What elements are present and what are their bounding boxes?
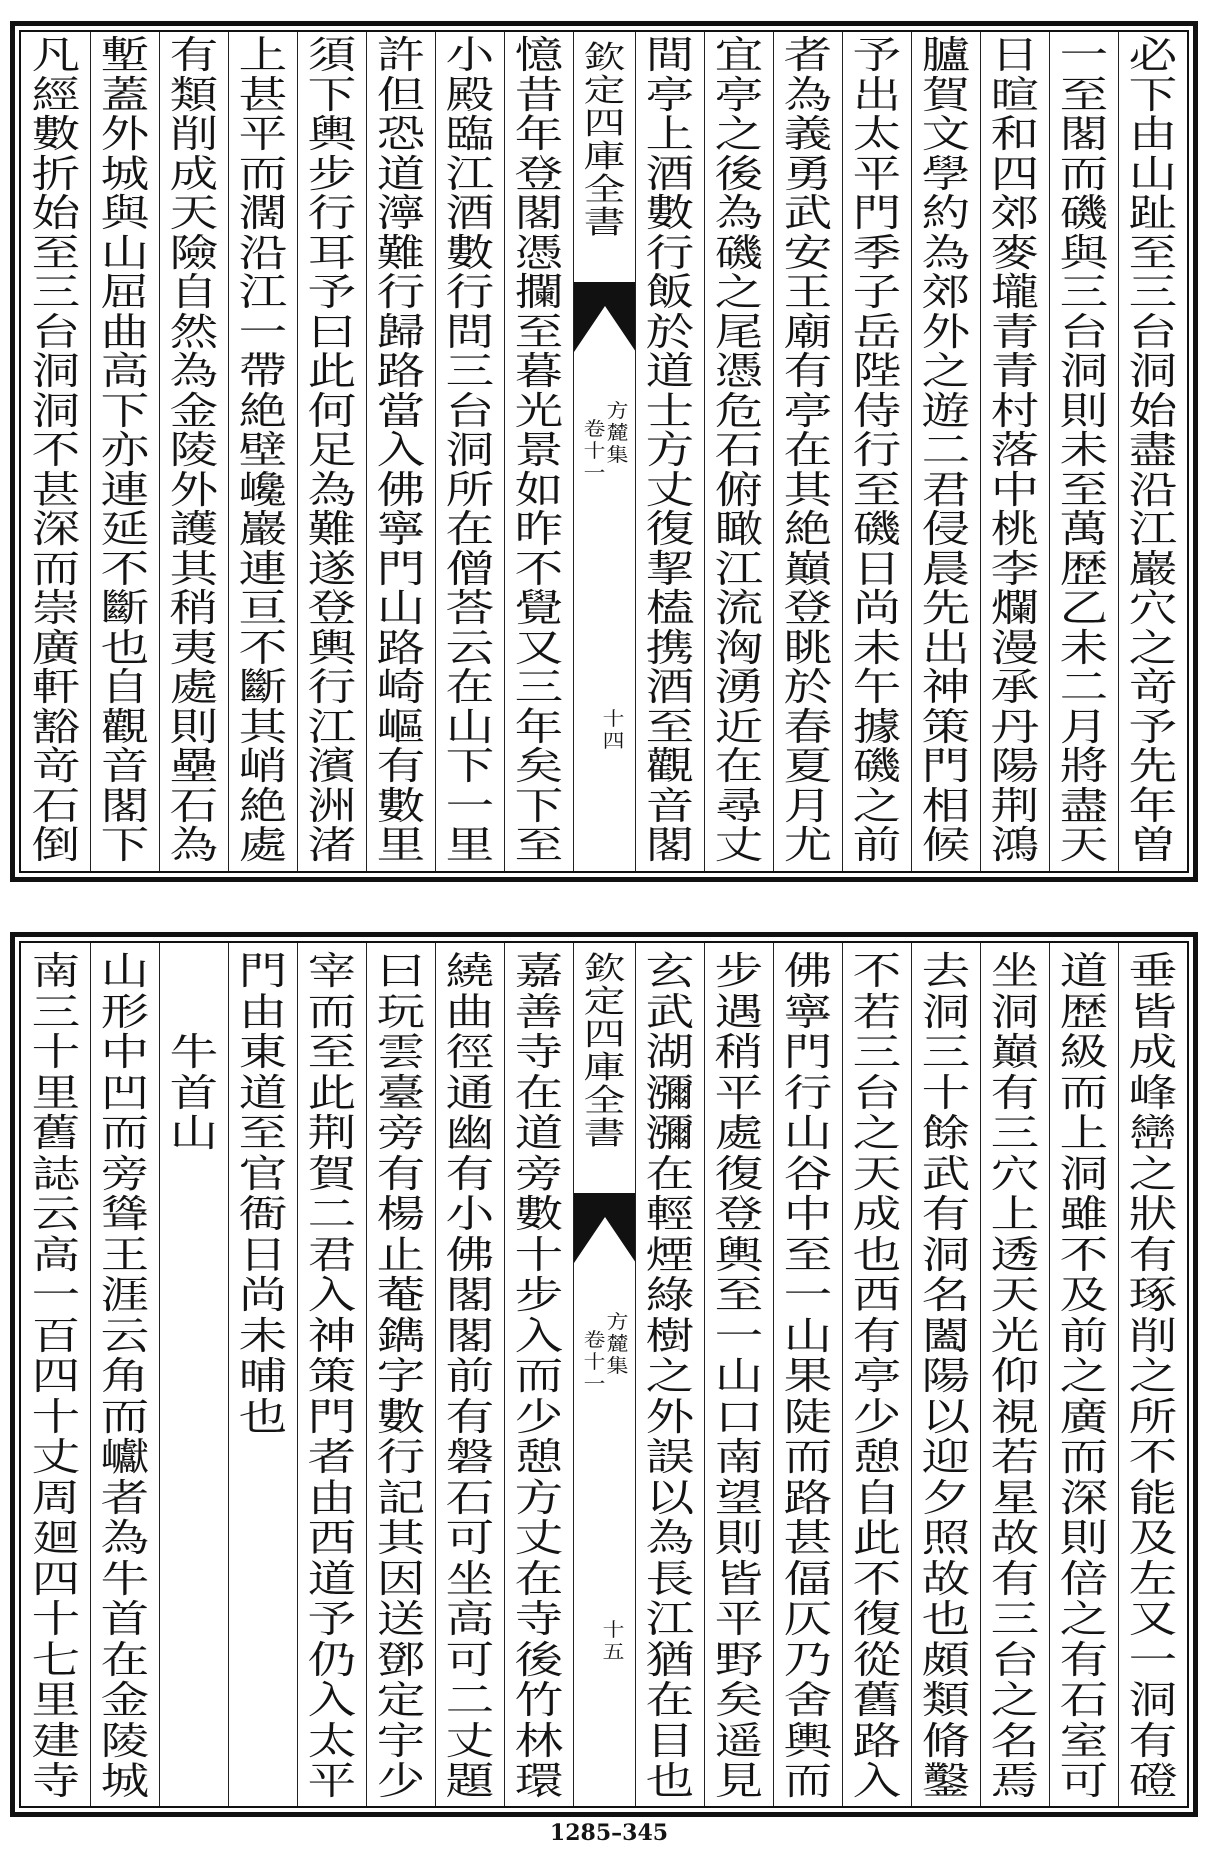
- text-column-9: [504, 943, 573, 1806]
- collection-title: 欽定四庫全書: [583, 951, 626, 1152]
- column-text: 間亭上酒數行飯於道士方丈復挈榼携酒至觀音閣: [645, 33, 695, 867]
- column-text: 須下輿步行耳予曰此何足為難遂登輿行江濱洲渚: [307, 33, 357, 867]
- text-column-15: [90, 32, 159, 871]
- book-title: 方麓集: [606, 400, 629, 466]
- column-text: 一至閣而磯與三台洞則未至萬歴乙未二月將盡天: [1059, 33, 1109, 867]
- text-column-1: [1118, 943, 1187, 1806]
- column-text: 佛寧門行山谷中至一山果陡而路甚偪仄乃舍輿而: [783, 949, 833, 1803]
- column-text: 道歴級而上洞雖不及前之廣而深則倍之有石室可: [1059, 949, 1109, 1803]
- column-text: 坐洞巔有三穴上透天光仰視若星故有三台之名焉: [990, 949, 1040, 1803]
- book-title: 方麓集: [606, 1311, 629, 1377]
- column-text: 予出太平門季子岳陛侍行至磯日尚未午據磯之前: [852, 33, 902, 867]
- column-text: 門由東道至官衙日尚未晡也: [238, 949, 288, 1439]
- fishtail-mark: [574, 1193, 635, 1263]
- text-column-13: [228, 32, 297, 871]
- text-column-15: [90, 943, 159, 1806]
- leaf-page-upper: [10, 21, 1198, 882]
- leaf-number: 十四: [602, 708, 625, 752]
- column-text: 山形中凹而旁聳王涯云角而巘者為牛首在金陵城: [100, 949, 150, 1803]
- column-text: 上甚平而濶沿江一帶絶壁巉巖連亘不斷其峭絶處: [238, 33, 288, 867]
- page-reference-footer: 1285–345: [549, 1820, 669, 1846]
- column-text: 垂皆成峰巒之狀有琢削之所不能及左又一洞有磴: [1128, 949, 1178, 1803]
- column-text: 南三十里舊誌云高一百四十丈周廻四十七里建寺: [31, 949, 80, 1803]
- column-text: 宜亭之後為磯之尾憑危石俯瞰江流洶湧近在尋丈: [714, 33, 764, 867]
- section-title: 牛首山: [169, 1030, 219, 1155]
- section-title-column: [159, 943, 228, 1806]
- column-text: 凡經數折始至三台洞洞不甚深而崇廣軒豁竒石倒: [31, 33, 80, 867]
- fishtail-mark: [574, 282, 635, 352]
- page-frame: [19, 30, 1189, 873]
- text-column-4: [911, 32, 980, 871]
- column-text: 憶昔年登閣憑攔至暮光景如昨不覺又三年矣下至: [514, 33, 564, 867]
- column-text: 必下由山趾至三台洞始盡沿江巖穴之竒予先年曽: [1128, 33, 1178, 867]
- text-column-12: [297, 943, 366, 1806]
- column-text: 日暄和四郊麥壠青青村落中桃李爛漫承丹陽荆鴻: [990, 33, 1040, 867]
- text-column-12: [297, 32, 366, 871]
- text-column-8: [635, 32, 704, 871]
- text-column-2: [1049, 943, 1118, 1806]
- text-column-16: [21, 943, 90, 1806]
- column-text: 曰玩雲臺旁有楊止菴鐫字數行記其因送鄧定宇少: [376, 949, 426, 1803]
- text-column-6: [773, 943, 842, 1806]
- text-column-9: [504, 32, 573, 871]
- text-column-11: [366, 943, 435, 1806]
- column-text: 宰而至此荆賀二君入神策門者由西道予仍入太平: [307, 949, 357, 1803]
- column-text: 玄武湖瀰瀰在輕煙綠樹之外誤以為長江猶在目也: [645, 949, 695, 1803]
- column-text: 步遇稍平處復登輿至一山口南望則皆平野矣遥見: [714, 949, 764, 1803]
- text-column-5: [842, 943, 911, 1806]
- text-column-3: [980, 32, 1049, 871]
- column-text: 繞曲徑通幽有小佛閣閣前有磐石可坐高可二丈題: [445, 949, 495, 1803]
- text-column-1: [1118, 32, 1187, 871]
- text-column-14: [159, 32, 228, 871]
- column-text: 塹蓋外城與山屈曲高下亦連延不斷也自觀音閣下: [100, 33, 150, 867]
- leaf-page-lower: [10, 932, 1198, 1817]
- column-text: 去洞三十餘武有洞名闔陽以迎夕照故也頗類脩鑿: [921, 949, 971, 1803]
- text-column-3: [980, 943, 1049, 1806]
- center-fold: [573, 32, 635, 871]
- text-column-10: [435, 32, 504, 871]
- text-column-4: [911, 943, 980, 1806]
- text-column-6: [773, 32, 842, 871]
- text-column-7: [704, 32, 773, 871]
- column-text: 有類削成天險自然為金陵外護其稍夷處則壘石為: [169, 33, 219, 867]
- text-column-11: [366, 32, 435, 871]
- text-column-13: [228, 943, 297, 1806]
- text-column-7: [704, 943, 773, 1806]
- column-text: 臚賀文學約為郊外之遊二君侵晨先出神策門相候: [921, 33, 971, 867]
- column-text: 嘉善寺在道旁數十步入而少憩方丈在寺後竹林環: [514, 949, 564, 1803]
- leaf-number: 十五: [602, 1619, 625, 1663]
- text-column-2: [1049, 32, 1118, 871]
- volume-label: 卷十一: [583, 1329, 606, 1395]
- page-frame: [19, 941, 1189, 1808]
- text-column-8: [635, 943, 704, 1806]
- column-text: 不若三台之天成也西有亭少憩自此不復從舊路入: [852, 949, 902, 1803]
- text-column-10: [435, 943, 504, 1806]
- volume-label: 卷十一: [583, 418, 606, 484]
- column-text: 小殿臨江酒數行問三台洞所在僧荅云在山下一里: [445, 33, 495, 867]
- text-column-16: [21, 32, 90, 871]
- collection-title: 欽定四庫全書: [583, 40, 626, 241]
- column-text: 者為義勇武安王廟有亭在其絶巔登眺於春夏月尤: [783, 33, 833, 867]
- center-fold: [573, 943, 635, 1806]
- column-text: 許但恐道濘難行歸路當入佛寧門山路崎嶇有數里: [376, 33, 426, 867]
- text-column-5: [842, 32, 911, 871]
